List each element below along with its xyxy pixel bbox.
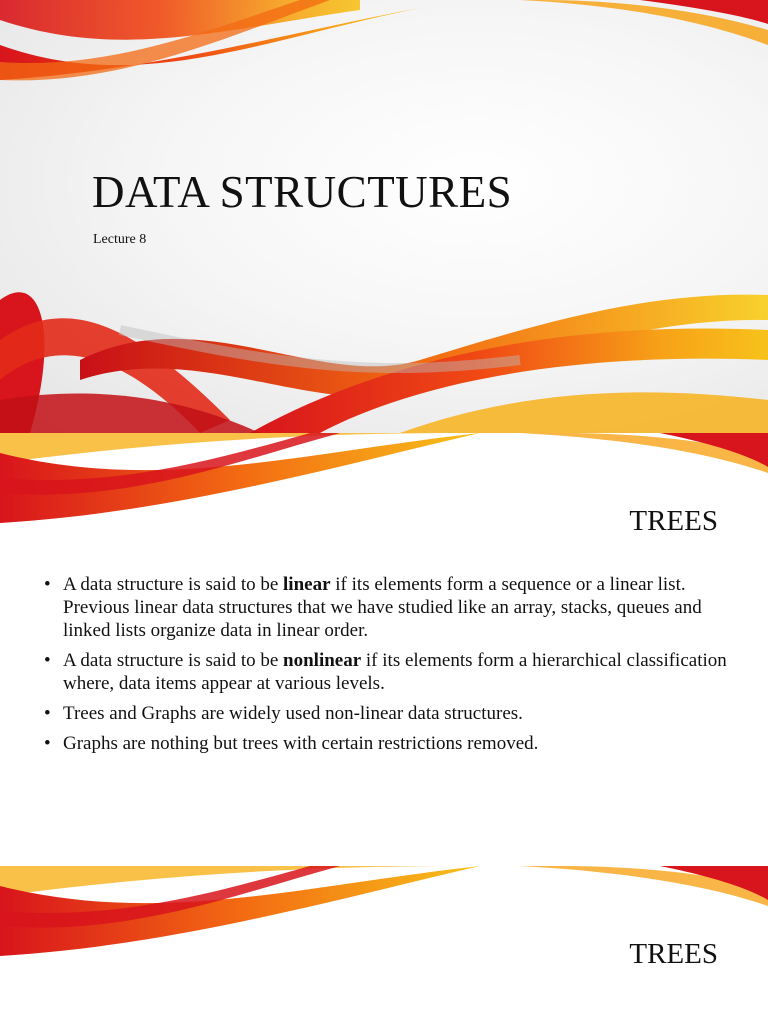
bullet-item: • A data structure is said to be nonlinear if its elements form a hierarchical classification where, data items appear at various levels. xyxy=(44,649,734,695)
slide-trees-2 xyxy=(0,866,768,1024)
slide-title xyxy=(0,0,768,433)
bullet-list xyxy=(44,573,734,762)
bold-term: linear xyxy=(283,574,331,595)
bullet-item: • Trees and Graphs are widely used non-linear data structures. xyxy=(44,702,734,725)
slide-heading: TREES xyxy=(629,505,718,537)
slide-subtitle: Lecture 8 xyxy=(93,232,147,247)
bold-term: nonlinear xyxy=(283,650,362,671)
slide-title-heading: DATA STRUCTURES xyxy=(92,167,513,217)
bullet-item: • Graphs are nothing but trees with certain restrictions removed. xyxy=(44,732,734,755)
slide-trees xyxy=(0,433,768,866)
bullet-item: • A data structure is said to be linear if its elements form a sequence or a linear list. Previous linear data structures that we have studied like an array, stacks, queues and linked lists organize data in linear order. xyxy=(44,573,734,642)
slide-heading: TREES xyxy=(629,938,718,970)
